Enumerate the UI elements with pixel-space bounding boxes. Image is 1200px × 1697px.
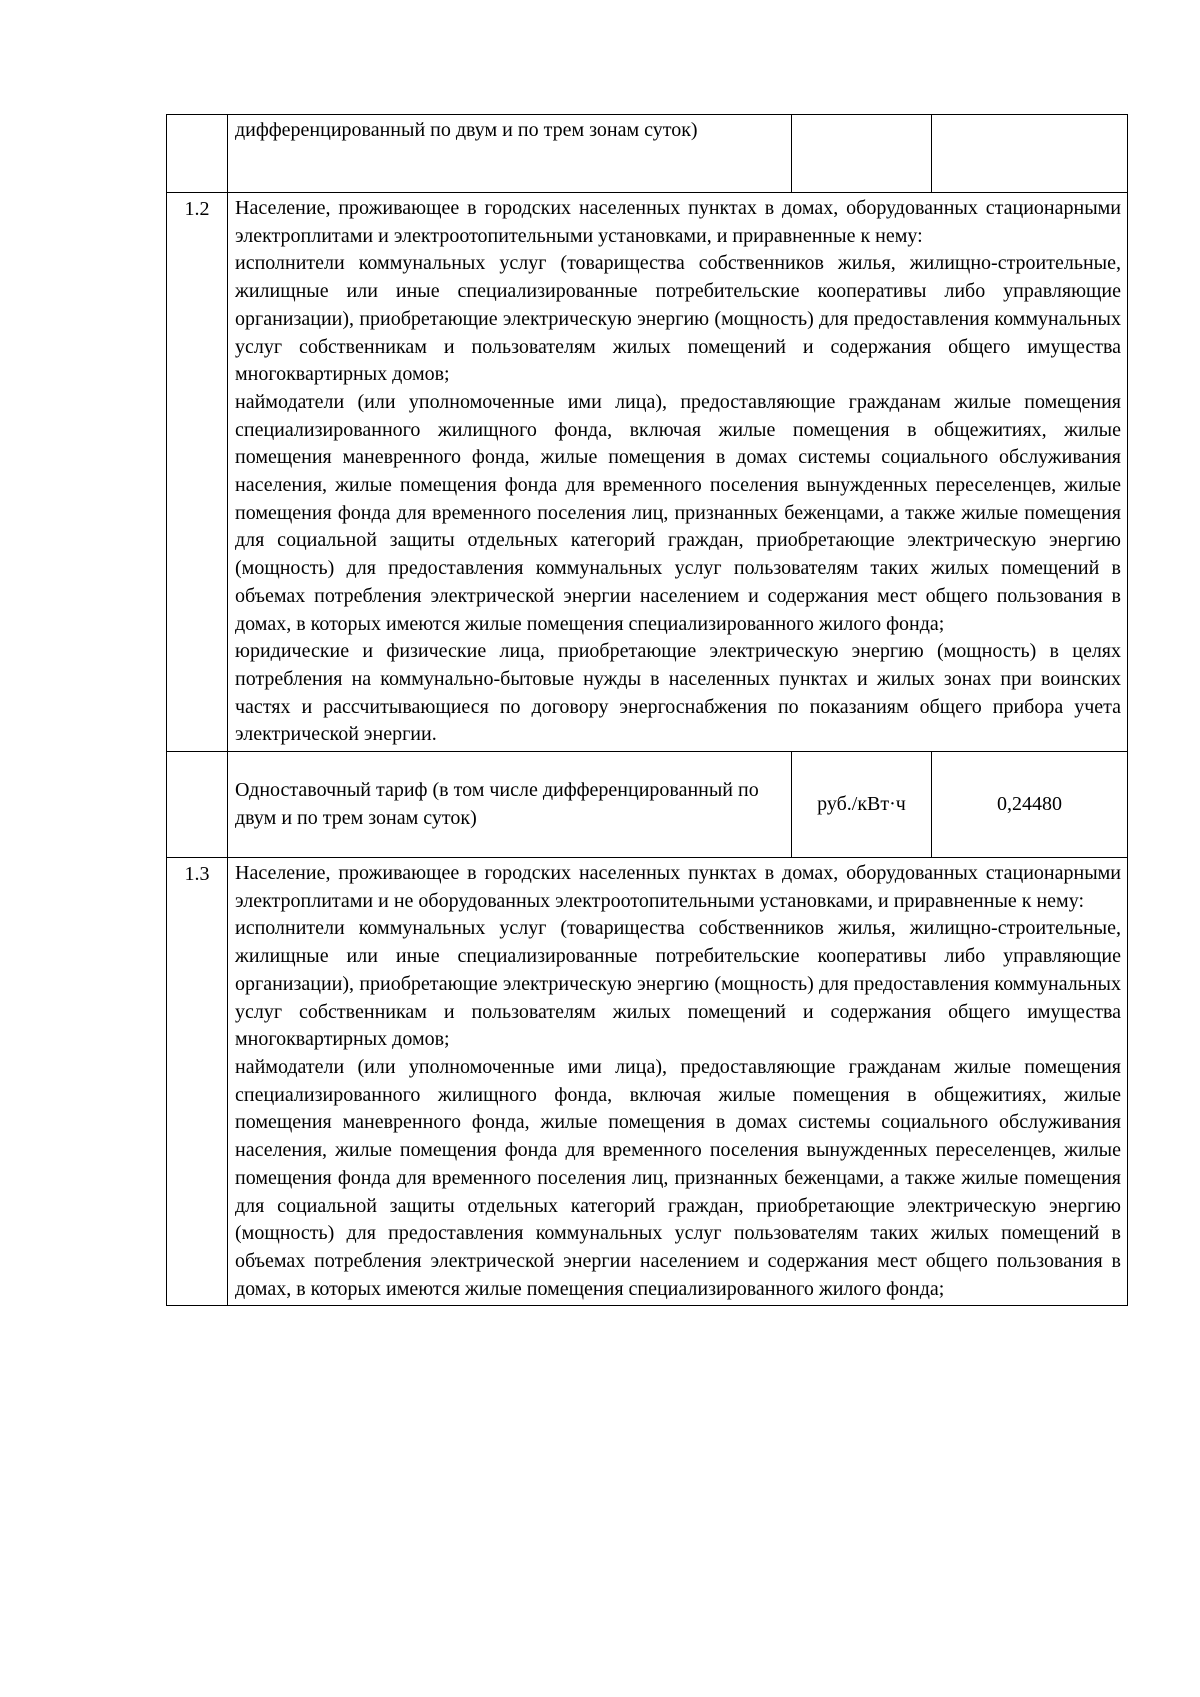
paragraph: наймодатели (или уполномоченные ими лица), предоставляющие гражданам жилые помещения специализированного жилищного фонда, включая жилые помещения в общежитиях, жилые помещения маневренного фонда, жилые помещения в домах системы социального обслуживания населения, жилые помещения фонда для временного поселения вынужденных переселенцев, жилые помещения фонда для временного поселения лиц, признанных беженцами, а также жилые помещения для социальной защиты отдельных категорий граждан, приобретающие электрическую энергию (мощность) для предоставления коммунальных услуг пользователям таких жилых помещений в объемах потребления электрической энергии населением и содержания мест общего пользования в домах, в которых имеются жилые помещения специализированного жилого фонда; [235, 390, 1121, 635]
category-description-cell [228, 858, 1128, 1306]
paragraph: юридические и физические лица, приобретающие электрическую энергию (мощность) в целях потребления на коммунально-бытовые нужды в населенных пунктах и жилых зонах при воинских частях и рассчитывающиеся по договору энергоснабжения по показаниям общего прибора учета электрической энергии. [235, 640, 1121, 746]
row-number-cell [167, 115, 228, 193]
value-cell [932, 115, 1128, 193]
table-row [167, 115, 1128, 193]
unit-cell: руб./кВт·ч [792, 752, 932, 858]
row-number-cell: 1.3 [167, 858, 228, 1306]
unit-cell [792, 115, 932, 193]
value-cell: 0,24480 [932, 752, 1128, 858]
tariff-description-cell [228, 752, 792, 858]
cell-text: Одноставочный тариф (в том числе дифференцированный по двум и по трем зонам суток) [235, 779, 759, 830]
paragraph: наймодатели (или уполномоченные ими лица), предоставляющие гражданам жилые помещения специализированного жилищного фонда, включая жилые помещения в общежитиях, жилые помещения маневренного фонда, жилые помещения в домах системы социального обслуживания населения, жилые помещения фонда для временного поселения вынужденных переселенцев, жилые помещения фонда для временного поселения лиц, признанных беженцами, а также жилые помещения для социальной защиты отдельных категорий граждан, приобретающие электрическую энергию (мощность) для предоставления коммунальных услуг пользователям таких жилых помещений в объемах потребления электрической энергии населением и содержания мест общего пользования в домах, в которых имеются жилые помещения специализированного жилого фонда; [235, 1055, 1121, 1300]
cell-text: дифференцированный по двум и по трем зонам суток) [235, 119, 698, 141]
category-description-cell [228, 193, 1128, 752]
table-row [167, 858, 1128, 1306]
tariff-table [166, 114, 1128, 1306]
row-number-cell [167, 752, 228, 858]
table-row [167, 752, 1128, 858]
row-number-cell: 1.2 [167, 193, 228, 752]
paragraph: Население, проживающее в городских населенных пунктах в домах, оборудованных стационарными электроплитами и не оборудованных электроотопительными установками, и приравненные к нему: [235, 862, 1121, 912]
paragraph: исполнители коммунальных услуг (товарищества собственников жилья, жилищно-строительные, жилищные или иные специализированные потребительские кооперативы либо управляющие организации), приобретающие электрическую энергию (мощность) для предоставления коммунальных услуг собственникам и пользователям жилых помещений и содержания общего имущества многоквартирных домов; [235, 917, 1121, 1051]
table-row [167, 193, 1128, 752]
paragraph: исполнители коммунальных услуг (товарищества собственников жилья, жилищно-строительные, жилищные или иные специализированные потребительские кооперативы либо управляющие организации), приобретающие электрическую энергию (мощность) для предоставления коммунальных услуг собственникам и пользователям жилых помещений и содержания общего имущества многоквартирных домов; [235, 252, 1121, 386]
tariff-description-cell [228, 115, 792, 193]
paragraph: Население, проживающее в городских населенных пунктах в домах, оборудованных стационарными электроплитами и электроотопительными установками, и приравненные к нему: [235, 197, 1121, 247]
